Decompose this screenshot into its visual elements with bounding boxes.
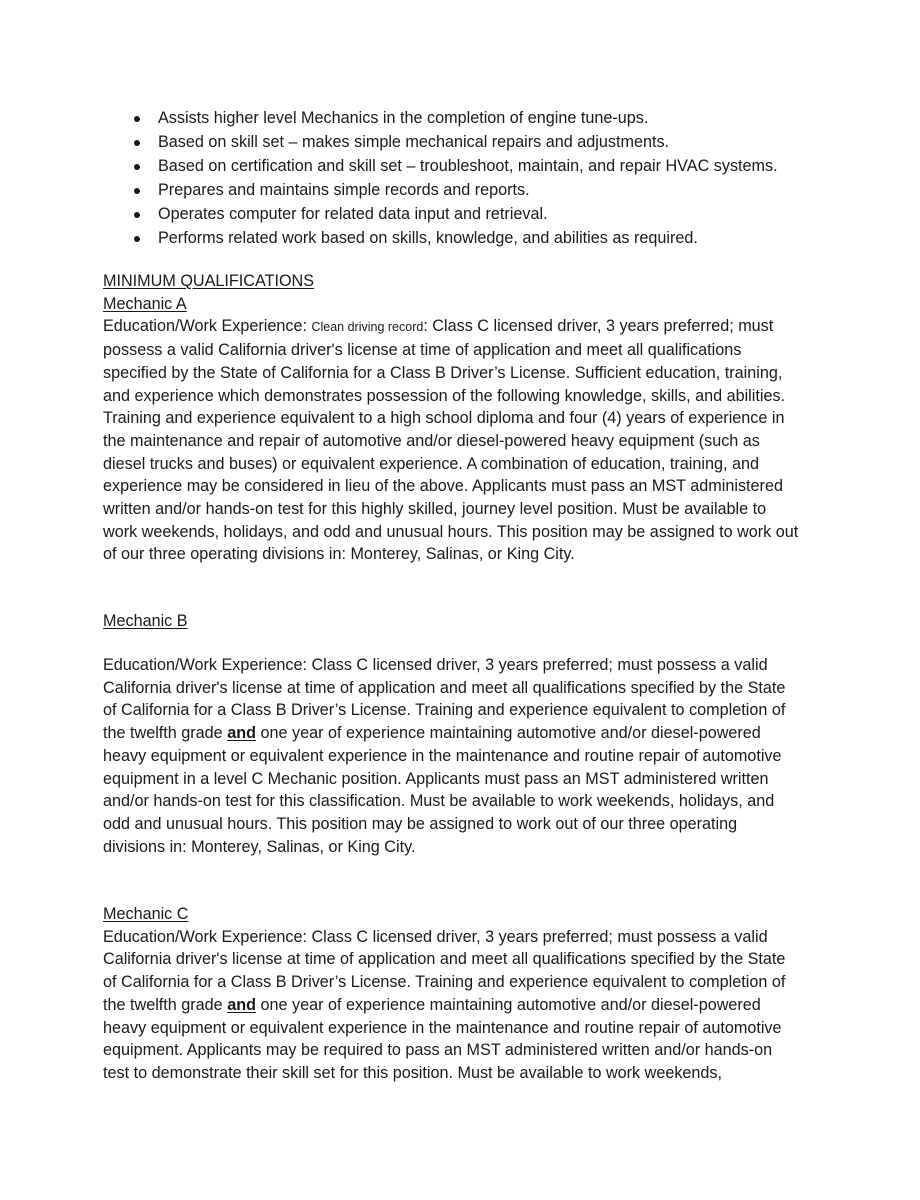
- paragraph-line: equipment in a level C Mechanic position. Applicants must pass an MST administered written: [103, 769, 769, 788]
- paragraph-line: heavy equipment or equivalent experience in the maintenance and routine repair of automotive: [103, 1018, 782, 1037]
- paragraph-line: experience may be considered in lieu of the above. Applicants must pass an MST administered: [103, 477, 783, 496]
- bullet-item: [128, 106, 848, 130]
- paragraph-line: divisions in: Monterey, Salinas, or King City.: [103, 837, 416, 856]
- clean-driving-record: Clean driving record: [311, 320, 424, 335]
- mechanic-b-heading-block: [103, 610, 843, 633]
- mechanic-c-first-line: [103, 926, 843, 949]
- bullet-text: Prepares and maintains simple records and reports.: [158, 181, 530, 199]
- mechanic-c-title: Mechanic C: [103, 905, 189, 923]
- bullet-text: Based on skill set – makes simple mechanical repairs and adjustments.: [158, 133, 670, 151]
- bullet-dot-icon: [134, 212, 140, 218]
- paragraph-line: and/or hands-on test for this classification. Must be available to work weekends, holidays, and: [103, 792, 775, 811]
- bullet-item: [128, 226, 848, 250]
- paragraph-text: : Class C licensed driver, 3 years preferred; must possess a valid: [302, 656, 768, 674]
- paragraph-line: [103, 722, 843, 745]
- bullet-item: [128, 154, 848, 178]
- bullet-text: Based on certification and skill set – troubleshoot, maintain, and repair HVAC systems.: [158, 157, 778, 175]
- paragraph-line: the maintenance and repair of automotive and/or diesel-powered heavy equipment (such as: [103, 431, 760, 450]
- paragraph-line: work weekends, holidays, and odd and unusual hours. This position may be assigned to work out: [103, 522, 799, 541]
- paragraph-line: of California for a Class B Driver’s License. Training and experience equivalent to completion of: [103, 701, 786, 720]
- bullet-dot-icon: [134, 188, 140, 194]
- education-label: Education/Work Experience: [103, 317, 303, 336]
- paragraph-line: California driver's license at time of application and meet all qualifications specified by the State: [103, 950, 786, 969]
- bullet-text: Assists higher level Mechanics in the completion of engine tune-ups.: [158, 109, 649, 127]
- colon: :: [302, 317, 307, 336]
- paragraph-text: the twelfth grade: [103, 995, 228, 1014]
- paragraph-line: of California for a Class B Driver’s License. Training and experience equivalent to completion of: [103, 973, 786, 992]
- paragraph-line: possess a valid California driver's license at time of application and meet all qualifications: [103, 341, 742, 360]
- paragraph-line: [103, 994, 843, 1017]
- paragraph-text: the twelfth grade: [103, 724, 228, 743]
- mechanic-a-title: Mechanic A: [103, 294, 187, 313]
- duties-bullet-list: [128, 106, 848, 250]
- paragraph-text: Class C licensed driver, 3 years preferred; must: [427, 317, 774, 336]
- bullet-item: [128, 130, 848, 154]
- colon: :: [423, 317, 428, 336]
- paragraph-text: one year of experience maintaining automotive and/or diesel-powered: [255, 724, 761, 743]
- emphasis-and: and: [227, 724, 256, 743]
- paragraph-line: Training and experience equivalent to a high school diploma and four (4) years of experience in: [103, 409, 785, 428]
- paragraph-text: one year of experience maintaining automotive and/or diesel-powered: [255, 995, 761, 1014]
- bullet-text: Operates computer for related data input and retrieval.: [158, 205, 548, 223]
- bullet-dot-icon: [134, 164, 140, 170]
- paragraph-line: equipment. Applicants may be required to pass an MST administered written and/or hands-on: [103, 1041, 773, 1060]
- paragraph-line: of our three operating divisions in: Monterey, Salinas, or King City.: [103, 545, 575, 564]
- paragraph-line: diesel trucks and buses) or equivalent experience. A combination of education, training, and: [103, 454, 760, 473]
- education-label: Education/Work Experience: [103, 927, 303, 946]
- paragraph-line: odd and unusual hours. This position may be assigned to work out of our three operating: [103, 814, 738, 833]
- bullet-item: [128, 178, 848, 202]
- paragraph-line: heavy equipment or equivalent experience in the maintenance and routine repair of automotive: [103, 746, 782, 765]
- paragraph-line: California driver's license at time of application and meet all qualifications specified by the State: [103, 678, 786, 697]
- emphasis-and: and: [227, 995, 256, 1014]
- bullet-dot-icon: [134, 116, 140, 122]
- mechanic-b-first-line: [103, 654, 843, 677]
- bullet-dot-icon: [134, 140, 140, 146]
- bullet-item: [128, 202, 848, 226]
- paragraph-line: specified by the State of California for a Class B Driver’s License. Sufficient education, training,: [103, 363, 783, 382]
- paragraph-line: test to demonstrate their skill set for this position. Must be available to work weekends,: [103, 1063, 723, 1082]
- paragraph-text: : Class C licensed driver, 3 years preferred; must possess a valid: [302, 927, 768, 946]
- mechanic-a-first-line: [103, 315, 843, 339]
- paragraph-line: written and/or hands-on test for this highly skilled, journey level position. Must be available to: [103, 500, 767, 519]
- mechanic-b-section: [103, 654, 843, 858]
- paragraph-line: and experience which demonstrates possession of the following knowledge, skills, and abilities.: [103, 386, 786, 405]
- minimum-qualifications-heading: MINIMUM QUALIFICATIONS: [103, 272, 315, 290]
- bullet-dot-icon: [134, 236, 140, 242]
- mechanic-c-section: [103, 903, 843, 1085]
- mechanic-a-section: [103, 270, 843, 566]
- education-label: Education/Work Experience: [103, 656, 303, 674]
- mechanic-b-title: Mechanic B: [103, 612, 188, 630]
- bullet-text: Performs related work based on skills, knowledge, and abilities as required.: [158, 229, 698, 247]
